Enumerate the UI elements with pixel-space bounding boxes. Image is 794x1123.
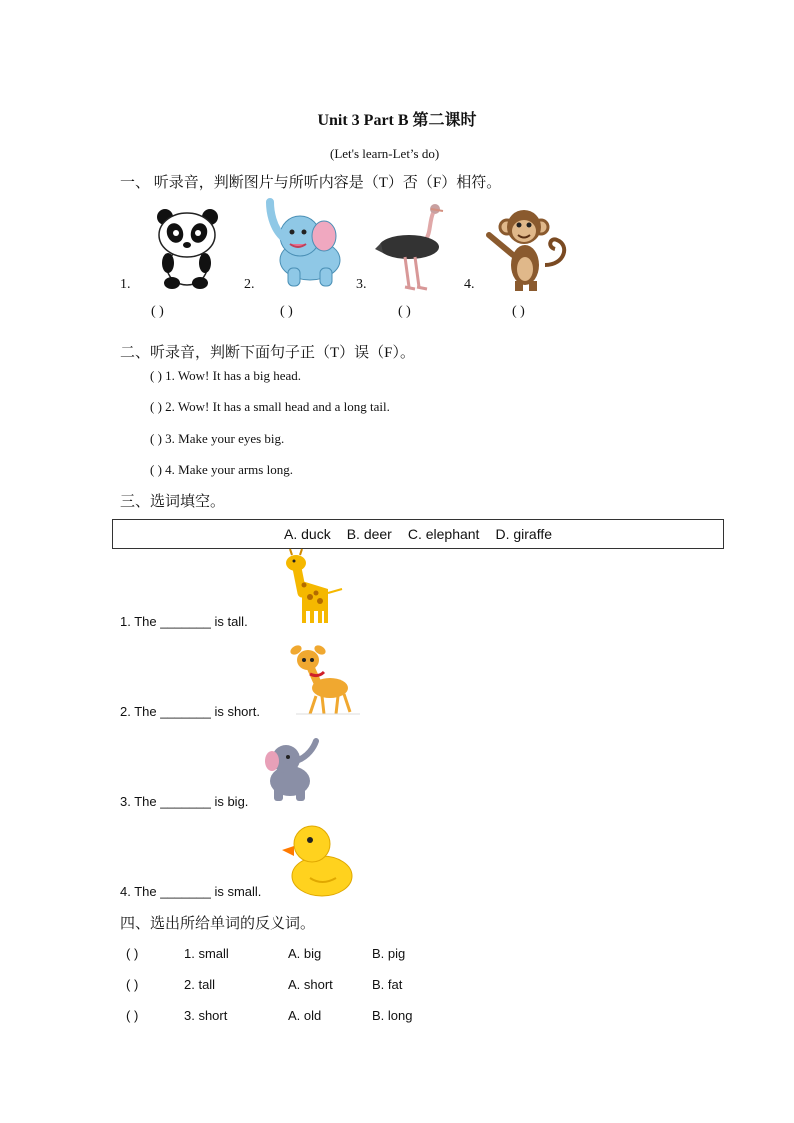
section3-heading: 三、选词填空。 — [120, 494, 226, 510]
fill-sentence-3[interactable]: 3. The _______ is big. — [120, 794, 249, 809]
word-option-a: A. duck — [284, 526, 331, 542]
picture-number-1: 1. — [120, 277, 131, 292]
deer-image — [288, 640, 362, 718]
sentence-item-2[interactable]: ( ) 2. Wow! It has a small head and a long tail. — [150, 399, 390, 414]
answer-bracket-1[interactable]: ( ) — [151, 304, 164, 319]
giraffe-image — [282, 553, 344, 625]
opposite-word-2: 2. tall — [184, 977, 216, 992]
section1-heading: 一、 听录音，判断图片与所听内容是（T）否（F）相符。 — [120, 175, 502, 191]
opposite-option-1b: B. pig — [372, 946, 406, 961]
panda-image — [150, 205, 225, 290]
opposite-option-3a: A. old — [288, 1008, 322, 1023]
opposite-option-1a: A. big — [288, 946, 322, 961]
answer-bracket-2[interactable]: ( ) — [280, 304, 293, 319]
opposite-option-3b: B. long — [372, 1008, 413, 1023]
duck-image — [282, 820, 356, 898]
fill-sentence-2[interactable]: 2. The _______ is short. — [120, 704, 260, 719]
opposite-bracket-1[interactable]: ( ) — [126, 946, 139, 961]
opposite-option-2a: A. short — [288, 977, 333, 992]
monkey-image — [485, 205, 570, 293]
word-bank-box — [112, 519, 724, 549]
opposite-word-3: 3. short — [184, 1008, 228, 1023]
section2-heading: 二、听录音，判断下面句子正（T）误（F）。 — [120, 345, 416, 361]
opposite-bracket-2[interactable]: ( ) — [126, 977, 139, 992]
sentence-item-1[interactable]: ( ) 1. Wow! It has a big head. — [150, 368, 302, 383]
picture-number-3: 3. — [356, 277, 367, 292]
fill-sentence-1[interactable]: 1. The _______ is tall. — [120, 614, 248, 629]
opposite-bracket-3[interactable]: ( ) — [126, 1008, 139, 1023]
opposite-word-1: 1. small — [184, 946, 229, 961]
word-option-c: C. elephant — [407, 526, 480, 542]
elephant-image — [262, 198, 352, 290]
section4-heading: 四、选出所给单词的反义词。 — [120, 916, 316, 932]
answer-bracket-3[interactable]: ( ) — [398, 304, 411, 319]
word-option-b: B. deer — [346, 526, 392, 542]
fill-sentence-4[interactable]: 4. The _______ is small. — [120, 884, 262, 899]
sentence-item-4[interactable]: ( ) 4. Make your arms long. — [150, 462, 293, 477]
opposite-option-2b: B. fat — [372, 977, 403, 992]
picture-number-2: 2. — [244, 277, 255, 292]
word-option-d: D. giraffe — [495, 526, 552, 542]
page-title: Unit 3 Part B 第二课时 — [317, 112, 477, 129]
answer-bracket-4[interactable]: ( ) — [512, 304, 525, 319]
elephant-small-image — [260, 737, 322, 805]
ostrich-image — [375, 203, 447, 291]
sentence-item-3[interactable]: ( ) 3. Make your eyes big. — [150, 431, 285, 446]
page-subtitle: (Let's learn-Let’s do) — [330, 146, 440, 161]
picture-number-4: 4. — [464, 277, 475, 292]
